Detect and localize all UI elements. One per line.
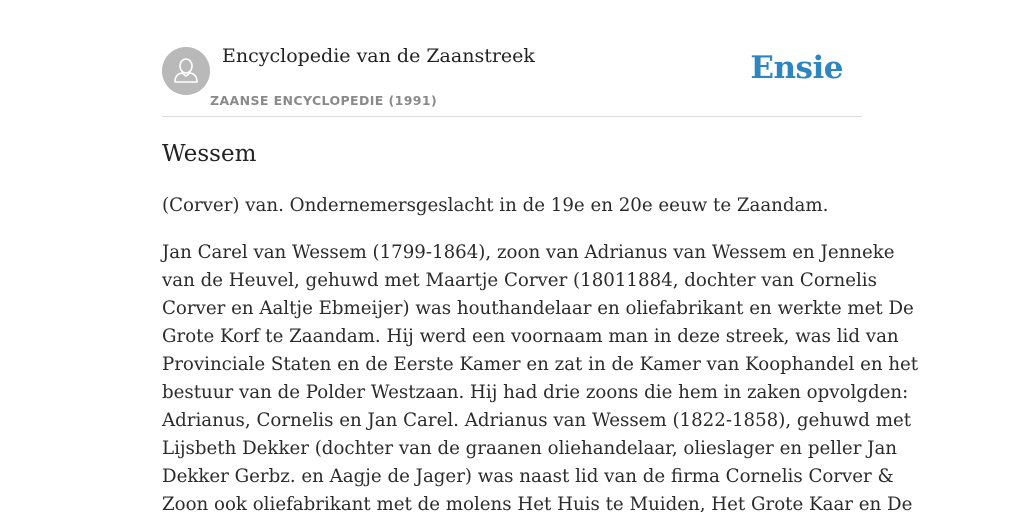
body-line: Zoon ook oliefabrikant met de molens Het Huis te Muiden, Het Grote Kaar en De (162, 494, 913, 512)
body-line: Adrianus, Cornelis en Jan Carel. Adrianus van Wessem (1822-1858), gehuwd met (162, 410, 912, 431)
body-line: Grote Korf te Zaandam. Hij werd een voornaam man in deze streek, was lid van (162, 326, 899, 347)
user-silhouette-icon (162, 47, 210, 95)
body-line: Corver en Aaltje Ebmeijer) was houthandelaar en oliefabrikant en werkte met De (162, 298, 914, 319)
body-line: Dekker Gerbz. en Aagje de Jager) was naast lid van de firma Cornelis Corver & (162, 466, 894, 487)
body-paragraph (162, 239, 919, 512)
body-line: Jan Carel van Wessem (1799-1864), zoon van Adrianus van Wessem en Jenneke (162, 242, 895, 263)
source-header (162, 0, 862, 117)
body-line: Lijsbeth Dekker (dochter van de graanen oliehandelaar, olieslager en peller Jan (162, 438, 898, 459)
source-title[interactable]: Encyclopedie van de Zaanstreek (222, 45, 535, 67)
body-line: van de Heuvel, gehuwd met Maartje Corver (18011884, dochter van Cornelis (162, 270, 877, 291)
body-line: bestuur van de Polder Westzaan. Hij had drie zoons die hem in zaken opvolgden: (162, 382, 909, 403)
intro-paragraph: (Corver) van. Ondernemersgeslacht in de 19e en 20e eeuw te Zaandam. (162, 195, 829, 216)
ensie-logo[interactable]: Ensie (750, 50, 843, 86)
entry-title: Wessem (162, 141, 257, 167)
article (162, 138, 919, 512)
body-line: Provinciale Staten en de Eerste Kamer en zat in de Kamer van Koophandel en het (162, 354, 919, 375)
source-subtitle[interactable]: ZAANSE ENCYCLOPEDIE (1991) (210, 93, 438, 108)
